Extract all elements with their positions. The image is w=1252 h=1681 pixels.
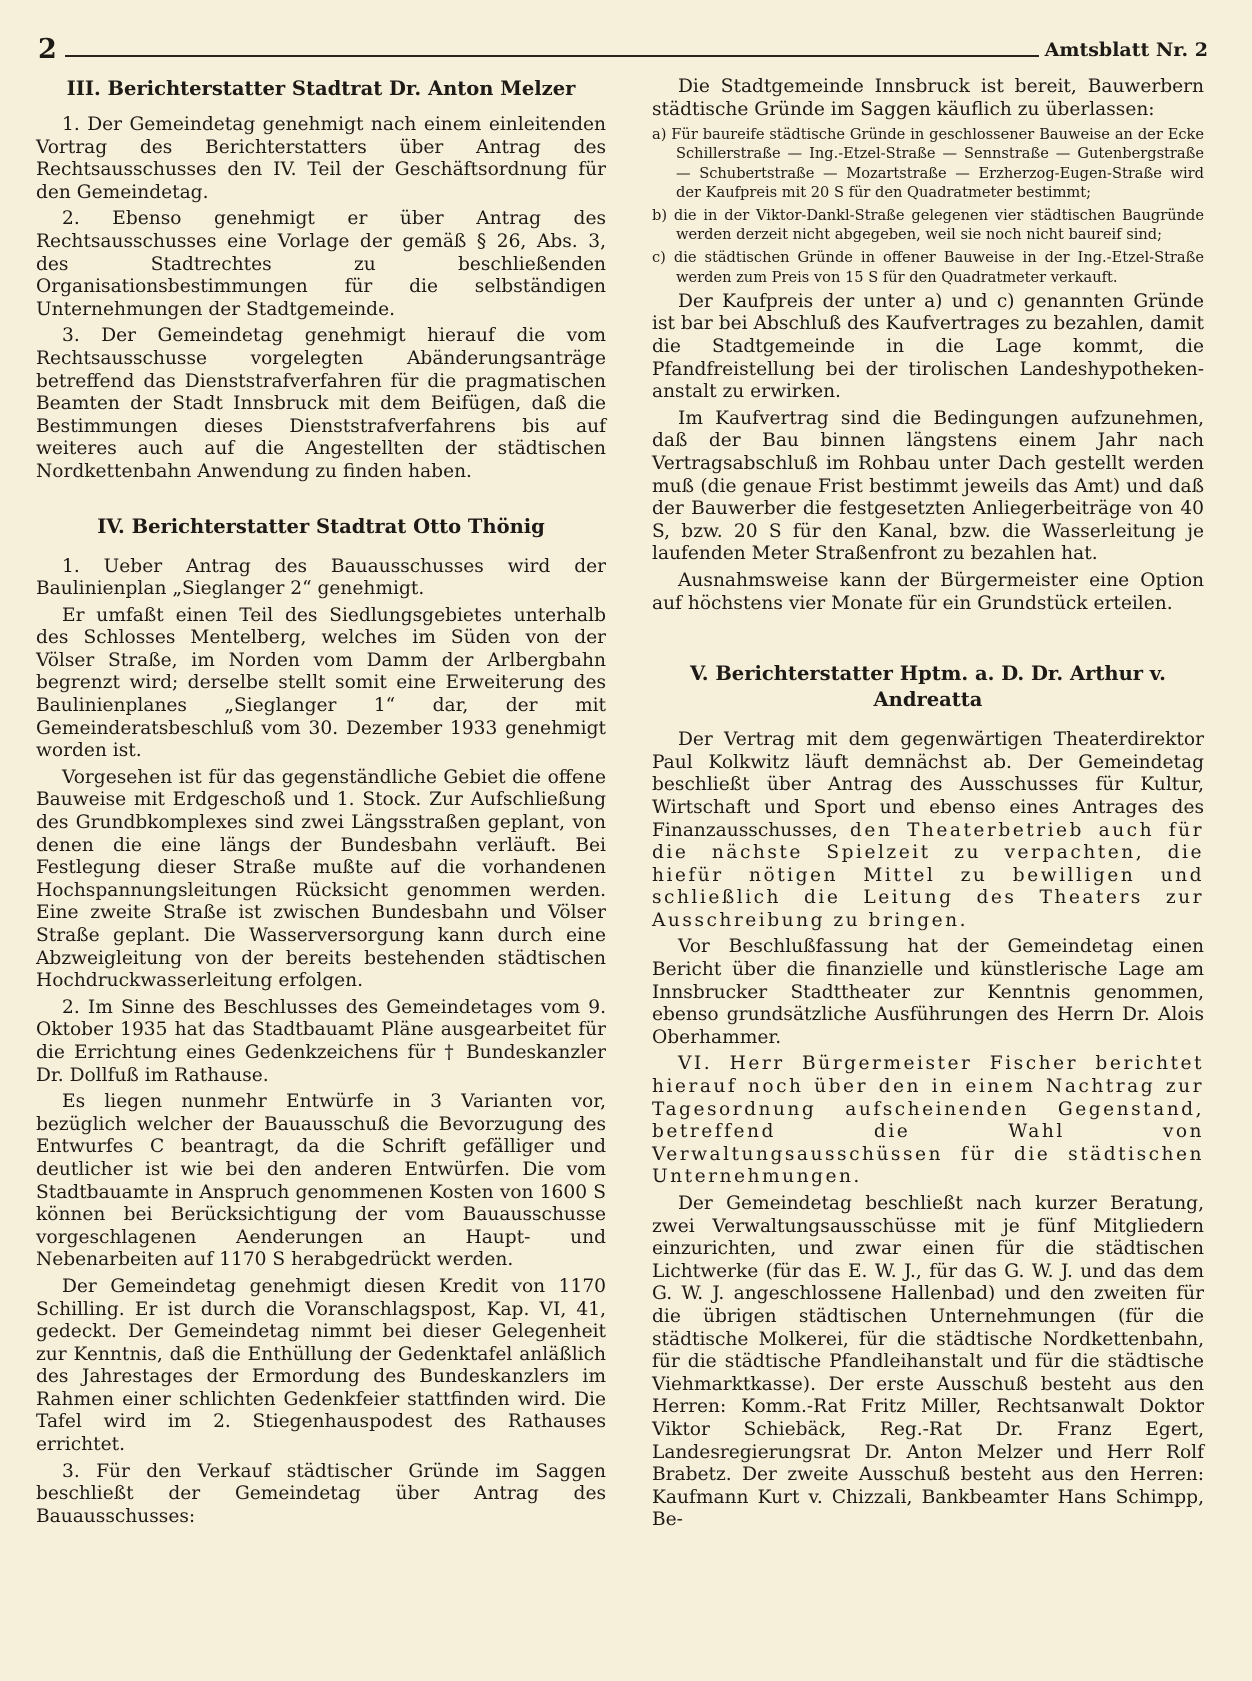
list-item-a: a) Für baureife städtische Gründe in geschlossener Bauweise an der Ecke Schillerstraße — Ing.-Etzel-Straße — Sennstraße — Gutenbergstraße — Schubertstraße — Mozartstraße — Erzherzog-Eugen-Straße wird der Kaufpreis mit 20 S für den Quadratmeter bestimmt; <box>652 126 1204 201</box>
paragraph: Der Kaufpreis der unter a) und c) genannten Gründe ist bar bei Abschluß des Kaufvertrages zu bezahlen, damit die Stadtgemeinde in die Lage kommt, die Pfandfreistellung bei der tirolischen Landeshypotheken-anstalt zu erwirken. <box>652 290 1204 403</box>
page-number: 2 <box>38 34 57 65</box>
section-6-paragraph: VI. Herr Bürgermeister Fischer berichtet hierauf noch über den in einem Nachtrag zur Tagesordnung aufscheinenden Gegenstand, betreffend die Wahl von Verwaltungsausschüssen für die städtischen Unternehmungen. <box>652 1053 1204 1188</box>
paragraph: 3. Für den Verkauf städtischer Gründe im Saggen beschließt der Gemeindetag über Antrag des Bauausschusses: <box>36 1460 606 1527</box>
header-rule <box>65 55 1039 57</box>
paragraph: Der Gemeindetag beschließt nach kurzer Beratung, zwei Verwaltungsausschüsse mit je fünf Mitgliedern einzurichten, und zwar einen für die städtischen Lichtwerke (für das E. W. J., für das G. W. J. und das dem G. W. J. angeschlossene Hallenbad) und den zweiten für die übrigen städtischen Unternehmungen (für die städtische Molkerei, für die städtische Nordkettenbahn, für die städtische Pfandleihanstalt und für die städtische Viehmarktkasse). Der erste Ausschuß besteht aus den Herren: Komm.-Rat Fritz Miller, Rechtsanwalt Doktor Viktor Schiebäck, Reg.-Rat Dr. Franz Egert, Landesregierungsrat Dr. Anton Melzer und Herr Rolf Brabetz. Der zweite Ausschuß besteht aus den Herren: Kaufmann Kurt v. Chizzali, Bankbeamter Hans Schimpp, Be- <box>652 1193 1204 1531</box>
paragraph: 1. Der Gemeindetag genehmigt nach einem einleitenden Vortrag des Berichterstatters über Antrag des Rechtsausschusses den IV. Teil der Geschäftsordnung für den Gemeindetag. <box>36 114 606 203</box>
paragraph: 2. Im Sinne des Beschlusses des Gemeindetages vom 9. Oktober 1935 hat das Stadtbauamt Pläne ausgearbeitet für die Errichtung eines Gedenkzeichens für † Bundeskanzler Dr. Dollfuß im Rathause. <box>36 996 606 1086</box>
emphasized-text: den Theaterbetrieb auch für die nächste Spielzeit zu verpachten, die hiefür nötigen Mittel zu bewilligen und schließlich die Leitung des Theaters zur Ausschreibung zu bringen. <box>652 819 1204 931</box>
paragraph: 2. Ebenso genehmigt er über Antrag des Rechtsausschusses eine Vorlage der gemäß § 26, Abs. 3, des Stadtrechtes zu beschließenden Organisationsbestimmungen für die selbständigen Unternehmungen der Stadtgemeinde. <box>36 208 606 320</box>
paragraph <box>652 729 1204 932</box>
list-item-b: b) die in der Viktor-Dankl-Straße gelegenen vier städtischen Baugründe werden derzeit nicht abgegeben, weil sie noch nicht baureif sind; <box>652 207 1204 244</box>
paragraph: Vorgesehen ist für das gegenständliche Gebiet die offene Bauweise mit Erdgeschoß und 1. Stock. Zur Aufschließung des Grundbkomplexes sind zwei Längsstraßen geplant, von denen die eine längs der Bundesbahn verläuft. Bei Festlegung dieser Straße mußte auf die vorhandenen Hochspannungsleitungen Rücksicht genommen werden. Eine zweite Straße ist zwischen Bundesbahn und Völser Straße geplant. Die Wasserversorgung kann durch eine Abzweigleitung von der bereits bestehenden städtischen Hochdruckwasserleitung erfolgen. <box>36 766 606 992</box>
paragraph: 3. Der Gemeindetag genehmigt hierauf die vom Rechtsausschusse vorgelegten Abänderungsanträge betreffend das Dienststrafverfahren für die pragmatischen Beamten der Stadt Innsbruck mit dem Beifügen, daß die Bestimmungen dieses Dienststrafverfahrens bis auf weiteres auch auf die Angestellten der städtischen Nordkettenbahn Anwendung zu finden haben. <box>36 325 606 482</box>
paragraph: Ausnahmsweise kann der Bürgermeister eine Option auf höchstens vier Monate für ein Grundstück erteilen. <box>652 569 1204 614</box>
list-item-c: c) die städtischen Gründe in offener Bauweise in der Ing.-Etzel-Straße werden zum Preis von 15 S für den Quadratmeter verkauft. <box>652 249 1204 286</box>
page-header <box>38 30 1208 64</box>
section-3-heading: III. Berichterstatter Stadtrat Dr. Anton Melzer <box>66 77 576 100</box>
spacer <box>652 619 1204 633</box>
paragraph: Die Stadtgemeinde Innsbruck ist bereit, Bauwerbern städtische Gründe im Saggen käuflich zu überlassen: <box>652 76 1204 120</box>
right-column <box>652 76 1204 1536</box>
paragraph: Der Gemeindetag genehmigt diesen Kredit von 1170 Schilling. Er ist durch die Voranschlagspost, Kap. VI, 41, gedeckt. Der Gemeindetag nimmt bei dieser Gelegenheit zur Kenntnis, daß die Enthüllung der Gedenktafel anläßlich des Jahrestages der Ermordung des Bundeskanzlers im Rahmen einer schlichten Gedenkfeier stattfinden wird. Die Tafel wird im 2. Stiegenhauspodest des Rathauses errichtet. <box>36 1275 606 1456</box>
paragraph: Im Kaufvertrag sind die Bedingungen aufzunehmen, daß der Bau binnen längstens einem Jahr nach Vertragsabschluß im Rohbau unter Dach gestellt werden muß (die genaue Frist bestimmt jeweils das Amt) und daß der Bauwerber die festgesetzten Anliegerbeiträge von 40 S, bzw. 20 S für den Kanal, bzw. die Wasserleitung je laufenden Meter Straßenfront zu bezahlen hat. <box>652 407 1204 565</box>
paragraph: 1. Ueber Antrag des Bauausschusses wird der Baulinienplan „Sieglanger 2“ genehmigt. <box>36 555 606 600</box>
paragraph-text: Der Vertrag mit dem gegenwärtigen Theaterdirektor Paul Kolkwitz läuft demnächst ab. Der Gemeindetag beschließt über Antrag des Ausschusses für Kultur, Wirtschaft und Sport und ebenso eines Antrages des Finanzausschusses, <box>652 729 1204 841</box>
running-title: Amtsblatt Nr. 2 <box>1044 39 1208 61</box>
section-5-heading: V. Berichterstatter Hptm. a. D. Dr. Arthur v. Andreatta <box>690 662 1166 712</box>
paragraph: Er umfaßt einen Teil des Siedlungsgebietes unterhalb des Schlosses Mentelberg, welches im Süden von der Völser Straße, im Norden vom Damm der Arlbergbahn begrenzt wird; derselbe stellt somit eine Erweiterung des Baulinienplanes „Sieglanger 1“ dar, der mit Gemeinderatsbeschluß vom 30. Dezember 1933 genehmigt worden ist. <box>36 604 606 762</box>
left-column <box>36 76 606 1532</box>
section-4-heading: IV. Berichterstatter Stadtrat Otto Thönig <box>97 514 545 538</box>
paragraph: Es liegen nunmehr Entwürfe in 3 Varianten vor, bezüglich welcher der Bauausschuß die Bevorzugung des Entwurfes C beantragt, da die Schrift gefälliger und deutlicher ist wie bei den anderen Entwürfen. Die vom Stadtbauamte in Anspruch genommenen Kosten von 1600 S können bei Berücksichtigung der vom Bauausschusse vorgeschlagenen Aenderungen an Haupt- und Nebenarbeiten auf 1170 S herabgedrückt werden. <box>36 1091 606 1271</box>
paragraph: Vor Beschlußfassung hat der Gemeindetag einen Bericht über die finanzielle und künstlerische Lage am Innsbrucker Stadttheater zur Kenntnis genommen, ebenso grundsätzliche Ausführungen des Herrn Dr. Alois Oberhammer. <box>652 936 1204 1048</box>
